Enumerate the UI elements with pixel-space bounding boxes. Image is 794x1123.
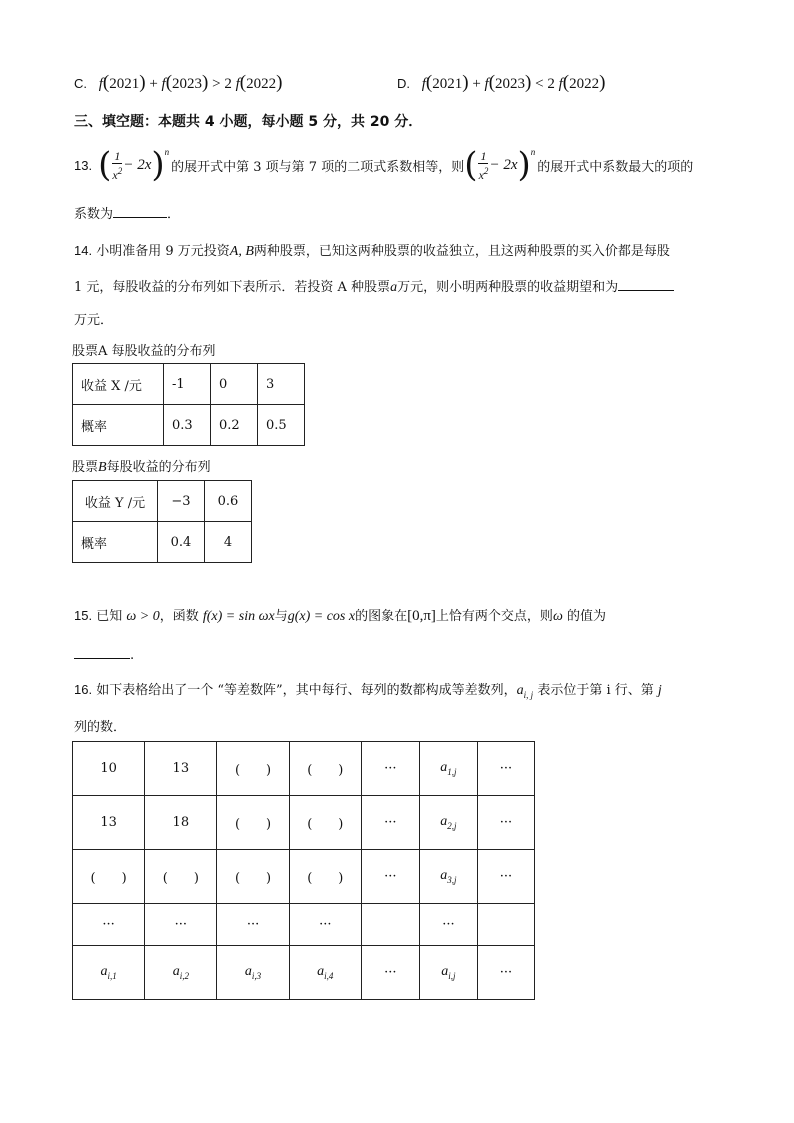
option-d-f2: f xyxy=(484,76,489,92)
q15-f-expression: f(x) = sin ωx xyxy=(202,609,275,624)
grid-body xyxy=(73,742,535,1000)
grid-cell: 13 xyxy=(145,742,217,796)
grid-cell: ( ) xyxy=(73,850,145,904)
q14-number: 14. xyxy=(74,243,93,258)
q14-text-1b: 两种股票，已知这两种股票的收益独立，且这两种股票的买入价都是每股 xyxy=(253,244,670,259)
q16-var-j: j xyxy=(657,683,662,698)
table-b-cell: 0.4 xyxy=(158,522,205,563)
q15-text-a: 已知 xyxy=(96,609,123,624)
option-d-letter: D. xyxy=(397,76,410,91)
grid-cell: ··· xyxy=(145,904,217,946)
q14-var-a: a xyxy=(390,280,398,295)
grid-cell: $a_{i,2}$ xyxy=(145,946,217,1000)
q13-answer-prompt: 系数为 xyxy=(74,207,114,222)
q13-fraction-2: $\frac{1}{x^2}$ xyxy=(478,148,489,182)
q15-g-expression: g(x) = cos x xyxy=(287,609,356,624)
table-a-cell: 3 xyxy=(258,364,305,405)
table-b-title-var: B xyxy=(98,460,107,475)
grid-cell: ··· xyxy=(73,904,145,946)
grid-cell: ··· xyxy=(477,742,534,796)
grid-row xyxy=(73,796,535,850)
table-b-title-b: 每股收益的分布列 xyxy=(106,460,211,475)
table-a-cell: 0.3 xyxy=(164,405,211,446)
q15-line-2 xyxy=(74,648,134,663)
q13-text-end: 的展开式中系数最大的项的 xyxy=(537,159,694,175)
grid-cell: ··· xyxy=(477,796,534,850)
grid-cell: ··· xyxy=(217,904,289,946)
option-d-arg3: 2022 xyxy=(569,76,600,92)
q14-text-1a: 小明准备用 9 万元投资 xyxy=(96,244,230,259)
option-c-arg3: 2022 xyxy=(246,76,277,92)
table-b-row-1 xyxy=(73,481,252,522)
grid-cell: 13 xyxy=(73,796,145,850)
table-b-cell: −3 xyxy=(158,481,205,522)
q13-term-2: − 2x xyxy=(489,156,518,173)
grid-cell: ··· xyxy=(477,850,534,904)
q15-number: 15. xyxy=(74,608,93,623)
table-a-cell: -1 xyxy=(164,364,211,405)
table-b-row2-label: 概率 xyxy=(73,522,158,563)
grid-cell: ( ) xyxy=(217,742,289,796)
grid-cell: $a_{i,1}$ xyxy=(73,946,145,1000)
grid-cell: ··· xyxy=(361,742,419,796)
option-c-letter: C. xyxy=(74,76,87,91)
q16-text-b: 表示位于第 i 行、第 xyxy=(537,683,654,698)
q14-line-3: 万元． xyxy=(74,313,114,328)
q14-line-2 xyxy=(74,276,674,296)
table-a-title: 股票A 每股收益的分布列 xyxy=(72,344,216,359)
table-b-cell: 4 xyxy=(205,522,252,563)
q13-exponent-1: n xyxy=(164,147,170,157)
q16-var-a: $a_{i, j}$ xyxy=(516,683,534,700)
option-d-f3: f xyxy=(558,76,563,92)
q15-omega: ω xyxy=(552,609,563,624)
grid-cell xyxy=(361,904,419,946)
section-heading: 三、填空题：本题共 4 小题，每小题 5 分，共 20 分． xyxy=(74,114,423,130)
option-c-f3: f xyxy=(235,76,240,92)
question-13: 13. ( $\frac{1}{x^2}$ − 2x ) $^n$ 的展开式中第 3 项与第 7 项的二项式系数相等，则 ( $\frac{1}{x^2}$ − 2x ) $^n$ 的展开式中系数最大的项的 xyxy=(74,145,694,185)
q13-fraction-1: $\frac{1}{x^2}$ xyxy=(112,148,123,182)
grid-cell: $a_{1,j}$ xyxy=(419,742,477,796)
table-b-row1-label: 收益 Y /元 xyxy=(73,481,158,522)
option-d-f1: f xyxy=(421,76,426,92)
option-d: D. f(2021) + f(2023) < 2 f(2022) xyxy=(397,72,606,93)
grid-cell: $a_{i,4}$ xyxy=(289,946,361,1000)
option-c-plus: + xyxy=(149,76,158,92)
q15-text-e: 上恰有两个交点，则 xyxy=(435,609,553,624)
q13-term-1: − 2x xyxy=(123,156,152,173)
grid-row xyxy=(73,946,535,1000)
option-c-rel: > xyxy=(212,76,221,92)
option-c: C. f(2021) + f(2023) > 2 f(2022) xyxy=(74,72,283,93)
q14-text-2b: 万元，则小明两种股票的收益期望和为 xyxy=(397,280,619,295)
grid-row xyxy=(73,850,535,904)
table-a-row1-label: 收益 X /元 xyxy=(73,364,164,405)
q13-number: 13. xyxy=(74,157,93,173)
table-a xyxy=(72,363,305,446)
option-d-arg2: 2023 xyxy=(495,76,526,92)
grid-cell: ··· xyxy=(361,796,419,850)
option-d-plus: + xyxy=(472,76,481,92)
table-b xyxy=(72,480,252,563)
table-a-cell: 0 xyxy=(211,364,258,405)
q15-text-c: 与 xyxy=(274,609,288,624)
grid-cell: ( ) xyxy=(145,850,217,904)
q16-number: 16. xyxy=(74,682,93,697)
grid-cell: $a_{i,3}$ xyxy=(217,946,289,1000)
q15-line-1 xyxy=(74,605,606,625)
option-c-f2: f xyxy=(161,76,166,92)
q14-text-2a: 1 元，每股收益的分布列如下表所示．若投资 A 种股票 xyxy=(74,280,391,295)
table-a-row-2 xyxy=(73,405,305,446)
q13-end-punct: ． xyxy=(167,207,181,222)
grid-cell: ··· xyxy=(361,850,419,904)
grid-cell: ··· xyxy=(361,946,419,1000)
table-b-cell: 0.6 xyxy=(205,481,252,522)
arithmetic-grid xyxy=(72,741,535,1000)
grid-cell: 18 xyxy=(145,796,217,850)
grid-row xyxy=(73,904,535,946)
q15-condition: ω > 0 xyxy=(126,609,160,624)
table-b-row-2 xyxy=(73,522,252,563)
grid-cell: $a_{3,j}$ xyxy=(419,850,477,904)
table-a-row2-label: 概率 xyxy=(73,405,164,446)
option-c-coef: 2 xyxy=(224,76,232,92)
grid-cell: ( ) xyxy=(289,850,361,904)
q15-text-b: ，函数 xyxy=(159,609,199,624)
q14-line-1 xyxy=(74,240,670,260)
q15-end-punct: . xyxy=(130,648,135,663)
grid-cell: 10 xyxy=(73,742,145,796)
grid-row xyxy=(73,742,535,796)
option-d-arg1: 2021 xyxy=(432,76,463,92)
q13-answer-blank[interactable] xyxy=(113,216,167,218)
grid-cell: $a_{2,j}$ xyxy=(419,796,477,850)
q16-line-1 xyxy=(74,679,662,700)
table-b-title xyxy=(72,456,211,476)
table-a-cell: 0.2 xyxy=(211,405,258,446)
option-c-f1: f xyxy=(98,76,103,92)
option-d-rel: < xyxy=(535,76,544,92)
q15-answer-blank[interactable] xyxy=(74,657,130,659)
q15-interval: [0,π] xyxy=(407,608,436,624)
grid-cell: $a_{i,j}$ xyxy=(419,946,477,1000)
q13-line-2 xyxy=(74,203,180,222)
q15-text-f: 的值为 xyxy=(566,609,606,624)
q13-exponent-2: n xyxy=(530,147,536,157)
q13-text-mid: 的展开式中第 3 项与第 7 项的二项式系数相等，则 xyxy=(171,159,465,175)
grid-cell: ( ) xyxy=(217,850,289,904)
q15-text-d: 的图象在 xyxy=(355,609,408,624)
q14-vars-ab: A, B xyxy=(229,244,254,259)
grid-cell: ( ) xyxy=(289,742,361,796)
grid-cell: ··· xyxy=(477,946,534,1000)
q14-answer-blank[interactable] xyxy=(618,289,674,291)
grid-cell xyxy=(477,904,534,946)
table-a-cell: 0.5 xyxy=(258,405,305,446)
option-d-coef: 2 xyxy=(547,76,555,92)
grid-cell: ··· xyxy=(419,904,477,946)
option-c-arg2: 2023 xyxy=(172,76,203,92)
q16-text-a: 如下表格给出了一个 “等差数阵”，其中每行、每列的数都构成等差数列， xyxy=(96,683,517,698)
table-b-title-a: 股票 xyxy=(72,460,99,475)
table-a-row-1 xyxy=(73,364,305,405)
q16-line-2: 列的数． xyxy=(74,720,127,735)
grid-cell: ··· xyxy=(289,904,361,946)
option-c-arg1: 2021 xyxy=(109,76,140,92)
grid-cell: ( ) xyxy=(289,796,361,850)
grid-cell: ( ) xyxy=(217,796,289,850)
